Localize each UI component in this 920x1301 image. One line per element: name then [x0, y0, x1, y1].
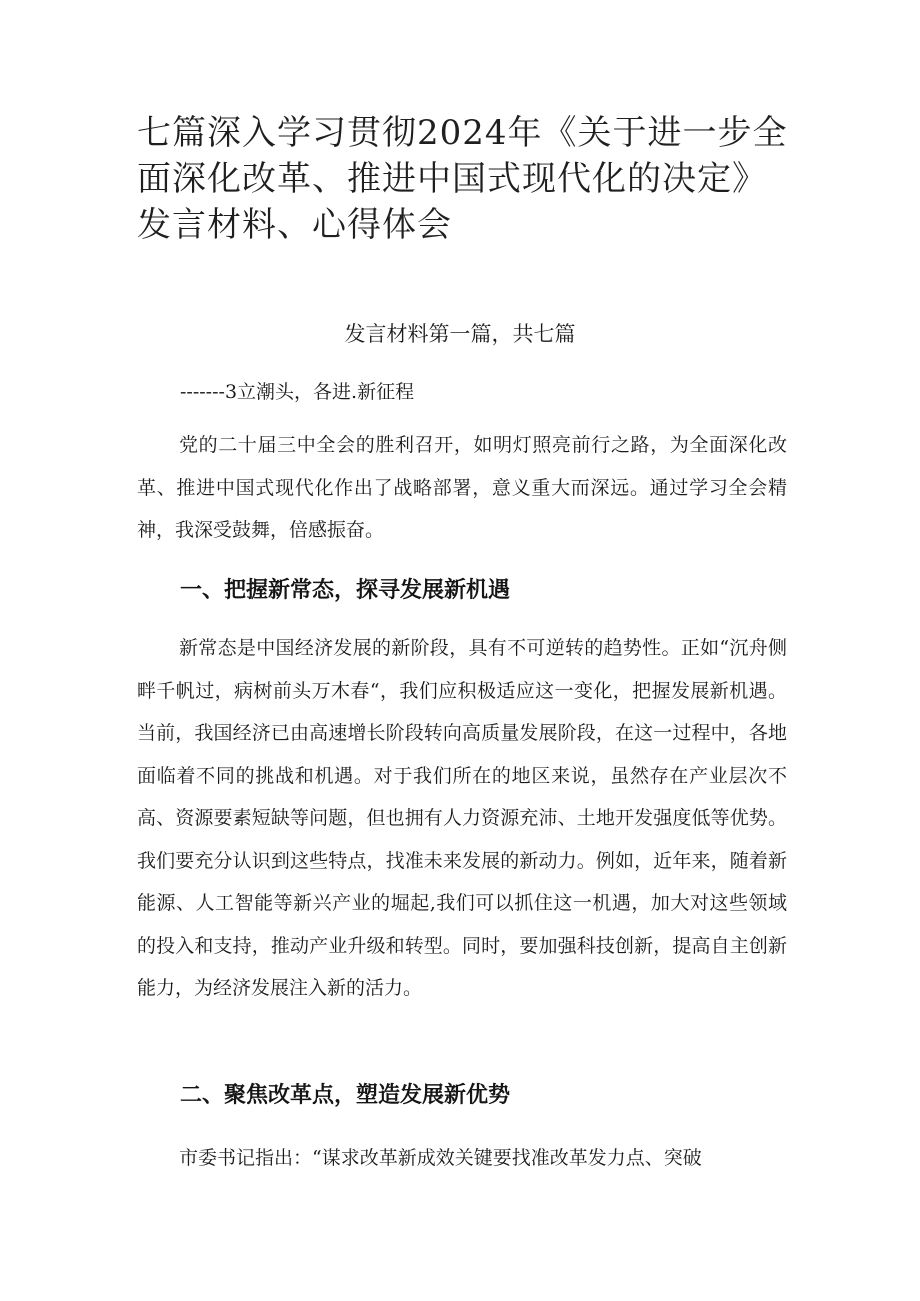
document-subtitle: 发言材料第一篇，共七篇: [344, 322, 576, 346]
section-heading-2: 二、聚焦改革点，塑造发展新优势: [180, 1083, 511, 1108]
intro-paragraph: 党的二十届三中全会的胜利召开，如明灯照亮前行之路，为全面深化改革、推进中国式现代化作出了战略部署，意义重大而深远。通过学习全会精神，我深受鼓舞，倍感振奋。: [137, 434, 787, 541]
section-body-1: 新常态是中国经济发展的新阶段，具有不可逆转的趋势性。正如“沉舟侧畔千帆过，病树前头万木春“，我们应积极适应这一变化，把握发展新机遇。当前，我国经济已由高速增长阶段转向高质量发展阶段，在这一过程中，各地面临着不同的挑战和机遇。对于我们所在的地区来说，虽然存在产业层次不高、资源要素短缺等问题，但也拥有人力资源充沛、土地开发强度低等优势。我们要充分认识到这些特点，找准未来发展的新动力。例如，近年来，随着新能源、人工智能等新兴产业的堀起,我们可以抓住这一机遇，加大对这些领域的投入和支持，推动产业升级和转型。同时，要加强科技创新，提高自主创新能力，为经济发展注入新的活力。: [137, 637, 787, 999]
document-title: 七篇深入学习贯彻2024年《关于进一步全面深化改革、推进中国式现代化的决定》发言材料、心得体会: [137, 113, 788, 245]
section-heading-1: 一、把握新常态，探寻发展新机遇: [180, 578, 511, 603]
document-tagline: -------3立潮头，各进.新征程: [180, 381, 415, 403]
section-body-2: 市委书记指出：“谋求改革新成效关键要找准改革发力点、突破: [179, 1147, 702, 1169]
